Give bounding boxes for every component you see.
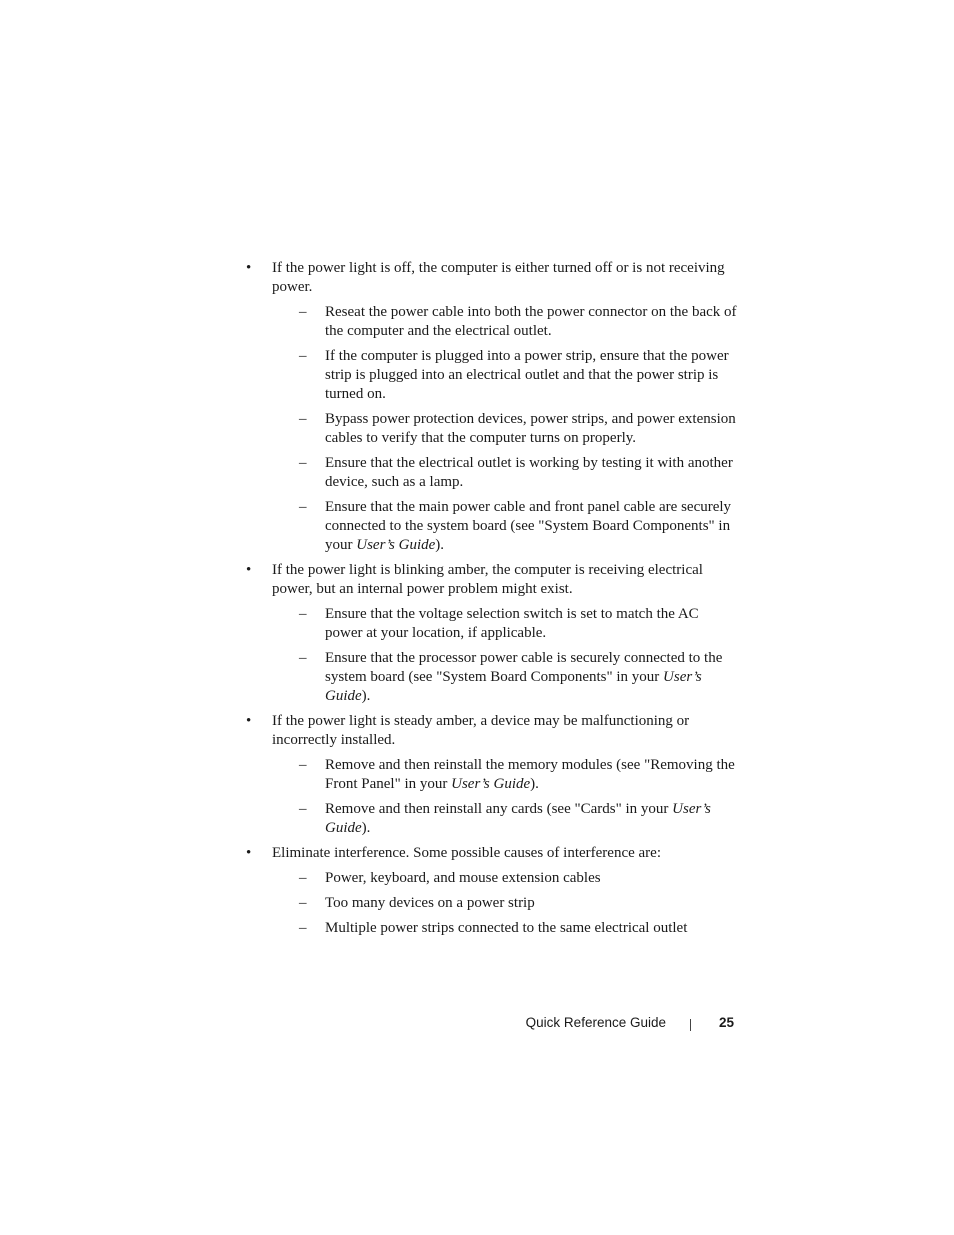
dash-mark: –: [299, 348, 307, 364]
bullet-mark: •: [246, 845, 252, 861]
dash-mark: –: [299, 499, 307, 515]
sub-text: Ensure that the voltage selection switch is set to match the AC power at your location, if applicable.: [325, 606, 699, 641]
sub-item: [272, 800, 738, 838]
dash-mark: –: [299, 801, 307, 817]
sub-text: Reseat the power cable into both the power connector on the back of the computer and the electrical outlet.: [325, 304, 737, 339]
bullet-text: Eliminate interference. Some possible causes of interference are:: [272, 845, 661, 861]
sub-text: If the computer is plugged into a power strip, ensure that the power strip is plugged into an electrical outlet and that the power strip is turned on.: [325, 348, 729, 402]
users-guide-reference: User’s Guide: [325, 801, 711, 836]
sub-text-end: ).: [530, 776, 539, 792]
sub-text: Power, keyboard, and mouse extension cables: [325, 870, 601, 886]
sub-item: [272, 919, 738, 938]
sub-text: Remove and then reinstall any cards (see "Cards" in your: [325, 801, 673, 817]
sub-item: [272, 869, 738, 888]
sub-item: [272, 347, 738, 404]
dash-mark: –: [299, 870, 307, 886]
dash-mark: –: [299, 757, 307, 773]
dash-mark: –: [299, 895, 307, 911]
bullet-item-interference: [246, 844, 738, 938]
footer-separator: [690, 1019, 691, 1031]
bullet-text: If the power light is blinking amber, the computer is receiving electrical power, but an internal power problem might exist.: [272, 562, 703, 597]
dash-mark: –: [299, 304, 307, 320]
sub-text: Ensure that the main power cable and front panel cable are securely connected to the system board (see "System Board Components" in your: [325, 499, 732, 553]
dash-mark: –: [299, 455, 307, 471]
sub-item: [272, 649, 738, 706]
sub-list: [272, 869, 738, 938]
sub-text: Multiple power strips connected to the same electrical outlet: [325, 920, 688, 936]
bullet-text: If the power light is steady amber, a device may be malfunctioning or incorrectly installed.: [272, 713, 690, 748]
sub-item: [272, 498, 738, 555]
sub-text: Bypass power protection devices, power strips, and power extension cables to verify that the computer turns on properly.: [325, 411, 736, 446]
sub-text-end: ).: [435, 537, 445, 553]
bullet-mark: •: [246, 713, 252, 729]
bullet-item-power-off: [246, 259, 738, 555]
sub-list: [272, 756, 738, 838]
sub-item: [272, 303, 738, 341]
sub-text: Too many devices on a power strip: [325, 895, 535, 911]
sub-item: [272, 410, 738, 448]
troubleshooting-list: [246, 259, 738, 944]
dash-mark: –: [299, 411, 307, 427]
sub-list: [272, 303, 738, 555]
dash-mark: –: [299, 650, 307, 666]
bullet-text: If the power light is off, the computer is either turned off or is not receiving power.: [272, 260, 725, 295]
users-guide-reference: User’s Guide: [451, 776, 531, 792]
sub-text-end: ).: [361, 688, 371, 704]
users-guide-reference: User’s Guide: [356, 537, 436, 553]
sub-text: Remove and then reinstall the memory modules (see "Removing the Front Panel" in your: [325, 757, 735, 792]
page-footer: [500, 1015, 736, 1035]
bullet-mark: •: [246, 260, 252, 276]
bullet-item-steady-amber: [246, 712, 738, 838]
sub-text: Ensure that the processor power cable is securely connected to the system board (see "System Board Components" in your: [325, 650, 723, 685]
sub-list: [272, 605, 738, 706]
dash-mark: –: [299, 606, 307, 622]
sub-item: [272, 605, 738, 643]
bullet-mark: •: [246, 562, 252, 578]
sub-item: [272, 894, 738, 913]
bullet-item-blinking-amber: [246, 561, 738, 706]
sub-item: [272, 756, 738, 794]
users-guide-reference: User’s Guide: [325, 669, 702, 704]
sub-item: [272, 454, 738, 492]
footer-guide-title: Quick Reference Guide: [525, 1015, 666, 1030]
sub-text: Ensure that the electrical outlet is working by testing it with another device, such as a lamp.: [325, 455, 733, 490]
sub-text-end: ).: [361, 820, 371, 836]
dash-mark: –: [299, 920, 307, 936]
page-number: 25: [718, 1015, 734, 1030]
